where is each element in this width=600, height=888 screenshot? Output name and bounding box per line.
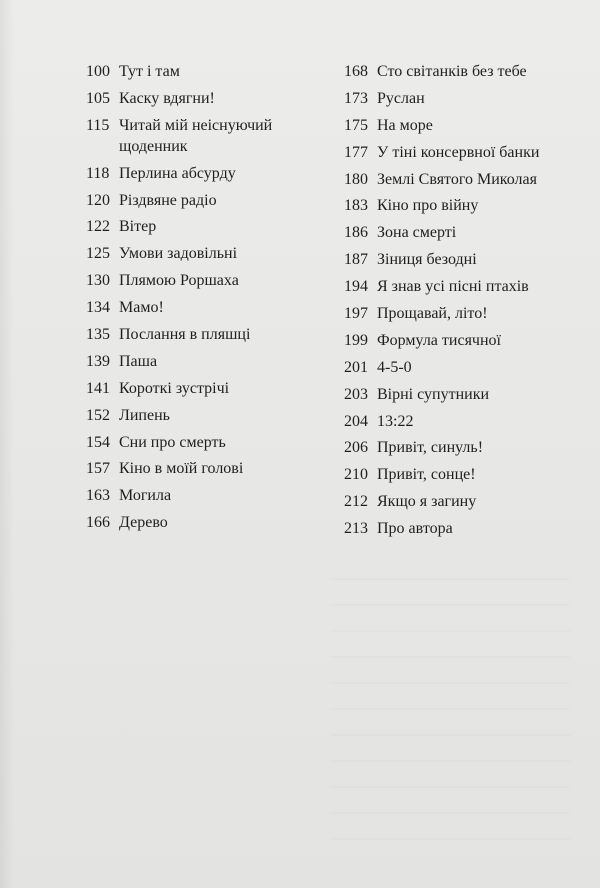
toc-entry	[344, 303, 554, 324]
chapter-title: Каску вдягни!	[119, 89, 215, 107]
toc-entry	[86, 243, 344, 264]
toc-entry	[344, 276, 554, 297]
chapter-title: У тіні консервної банки	[377, 143, 540, 161]
page-number: 197	[344, 305, 368, 323]
page-number: 130	[86, 272, 110, 290]
chapter-title: Кіно про війну	[377, 197, 479, 215]
toc-entry	[86, 163, 344, 184]
page-number: 213	[344, 520, 368, 538]
chapter-title: Перлина абсурду	[119, 164, 236, 182]
page-number: 141	[86, 379, 110, 397]
page-number: 173	[344, 89, 368, 107]
toc-entry	[344, 222, 554, 243]
page-number: 120	[86, 191, 110, 209]
table-of-contents	[86, 61, 554, 545]
chapter-title: Вітер	[119, 218, 157, 236]
page-number: 152	[86, 406, 110, 424]
chapter-title: Руслан	[377, 89, 425, 107]
page-number: 194	[344, 278, 368, 296]
toc-entry	[86, 378, 344, 399]
chapter-title: Паша	[119, 352, 158, 370]
page-number: 212	[344, 493, 368, 511]
toc-entry	[86, 270, 344, 291]
toc-right-column	[344, 61, 554, 545]
toc-entry	[344, 249, 554, 270]
page-number: 177	[344, 143, 368, 161]
chapter-title: На море	[377, 116, 433, 134]
page-number: 118	[86, 164, 110, 182]
chapter-title: Про автора	[377, 520, 453, 538]
page-number: 187	[344, 251, 368, 269]
chapter-title: Вірні супутники	[377, 385, 490, 403]
toc-entry	[86, 485, 344, 506]
page-number: 203	[344, 385, 368, 403]
chapter-title: Плямою Роршаха	[119, 272, 239, 290]
toc-entry	[344, 518, 554, 539]
toc-entry	[86, 61, 344, 82]
chapter-title: Липень	[119, 406, 170, 424]
page-number: 105	[86, 89, 110, 107]
chapter-title: Зіниця безодні	[377, 251, 477, 269]
page-number: 180	[344, 170, 368, 188]
page-number: 139	[86, 352, 110, 370]
page-number: 183	[344, 197, 368, 215]
chapter-title: Формула тисячної	[377, 331, 501, 349]
toc-entry	[344, 491, 554, 512]
chapter-title: Я знав усі пісні птахів	[377, 278, 529, 296]
toc-left-column	[86, 61, 344, 545]
toc-entry	[344, 169, 554, 190]
page-number: 157	[86, 460, 110, 478]
page-number: 154	[86, 433, 110, 451]
toc-entry	[86, 115, 344, 157]
chapter-title: Зона смерті	[377, 224, 457, 242]
chapter-title: Тут і там	[119, 63, 180, 80]
chapter-title: Привіт, синуль!	[377, 439, 484, 457]
page-number: 125	[86, 245, 110, 263]
chapter-title: Короткі зустрічі	[119, 379, 230, 397]
toc-entry	[86, 190, 344, 211]
page-number: 201	[344, 358, 368, 376]
toc-entry	[86, 458, 344, 479]
chapter-title: Сто світанків без тебе	[377, 63, 527, 80]
toc-entry	[344, 411, 554, 432]
show-through-text	[330, 560, 570, 840]
toc-entry	[86, 432, 344, 453]
toc-entry	[344, 464, 554, 485]
page-number: 206	[344, 439, 368, 457]
toc-entry	[86, 405, 344, 426]
chapter-title: Мамо!	[119, 299, 164, 317]
toc-entry	[86, 324, 344, 345]
chapter-title: Сни про смерть	[119, 433, 226, 451]
page-number: 122	[86, 218, 110, 236]
chapter-title: Читай мій неіснуючий щоденник	[119, 116, 273, 155]
page-number: 115	[86, 116, 110, 134]
page-number: 168	[344, 63, 368, 80]
chapter-title: Дерево	[119, 514, 168, 532]
page-number: 134	[86, 299, 110, 317]
page-edge-shadow	[0, 0, 14, 888]
chapter-title: 13:22	[377, 412, 414, 430]
toc-entry	[344, 142, 554, 163]
chapter-title: Привіт, сонце!	[377, 466, 476, 484]
chapter-title: 4-5-0	[377, 358, 412, 376]
toc-entry	[344, 61, 554, 82]
toc-entry	[344, 437, 554, 458]
page-number: 163	[86, 487, 110, 505]
toc-entry	[86, 216, 344, 237]
chapter-title: Якщо я загину	[377, 493, 477, 511]
chapter-title: Прощавай, літо!	[377, 305, 488, 323]
toc-entry	[86, 351, 344, 372]
chapter-title: Умови задовільні	[119, 245, 238, 263]
toc-entry	[86, 88, 344, 109]
chapter-title: Різдвяне радіо	[119, 191, 217, 209]
page-number: 175	[344, 116, 368, 134]
chapter-title: Кіно в моїй голові	[119, 460, 244, 478]
toc-entry	[86, 297, 344, 318]
page-number: 199	[344, 331, 368, 349]
page-number: 210	[344, 466, 368, 484]
chapter-title: Землі Святого Миколая	[377, 170, 537, 188]
toc-entry	[344, 115, 554, 136]
chapter-title: Могила	[119, 487, 172, 505]
chapter-title: Послання в пляшці	[119, 326, 251, 344]
toc-entry	[344, 330, 554, 351]
page-number: 166	[86, 514, 110, 532]
toc-entry	[344, 88, 554, 109]
page-number: 100	[86, 63, 110, 80]
toc-entry	[344, 357, 554, 378]
toc-entry	[344, 384, 554, 405]
toc-entry	[86, 512, 344, 533]
page-number: 186	[344, 224, 368, 242]
toc-entry	[344, 195, 554, 216]
page-number: 135	[86, 326, 110, 344]
page-number: 204	[344, 412, 368, 430]
